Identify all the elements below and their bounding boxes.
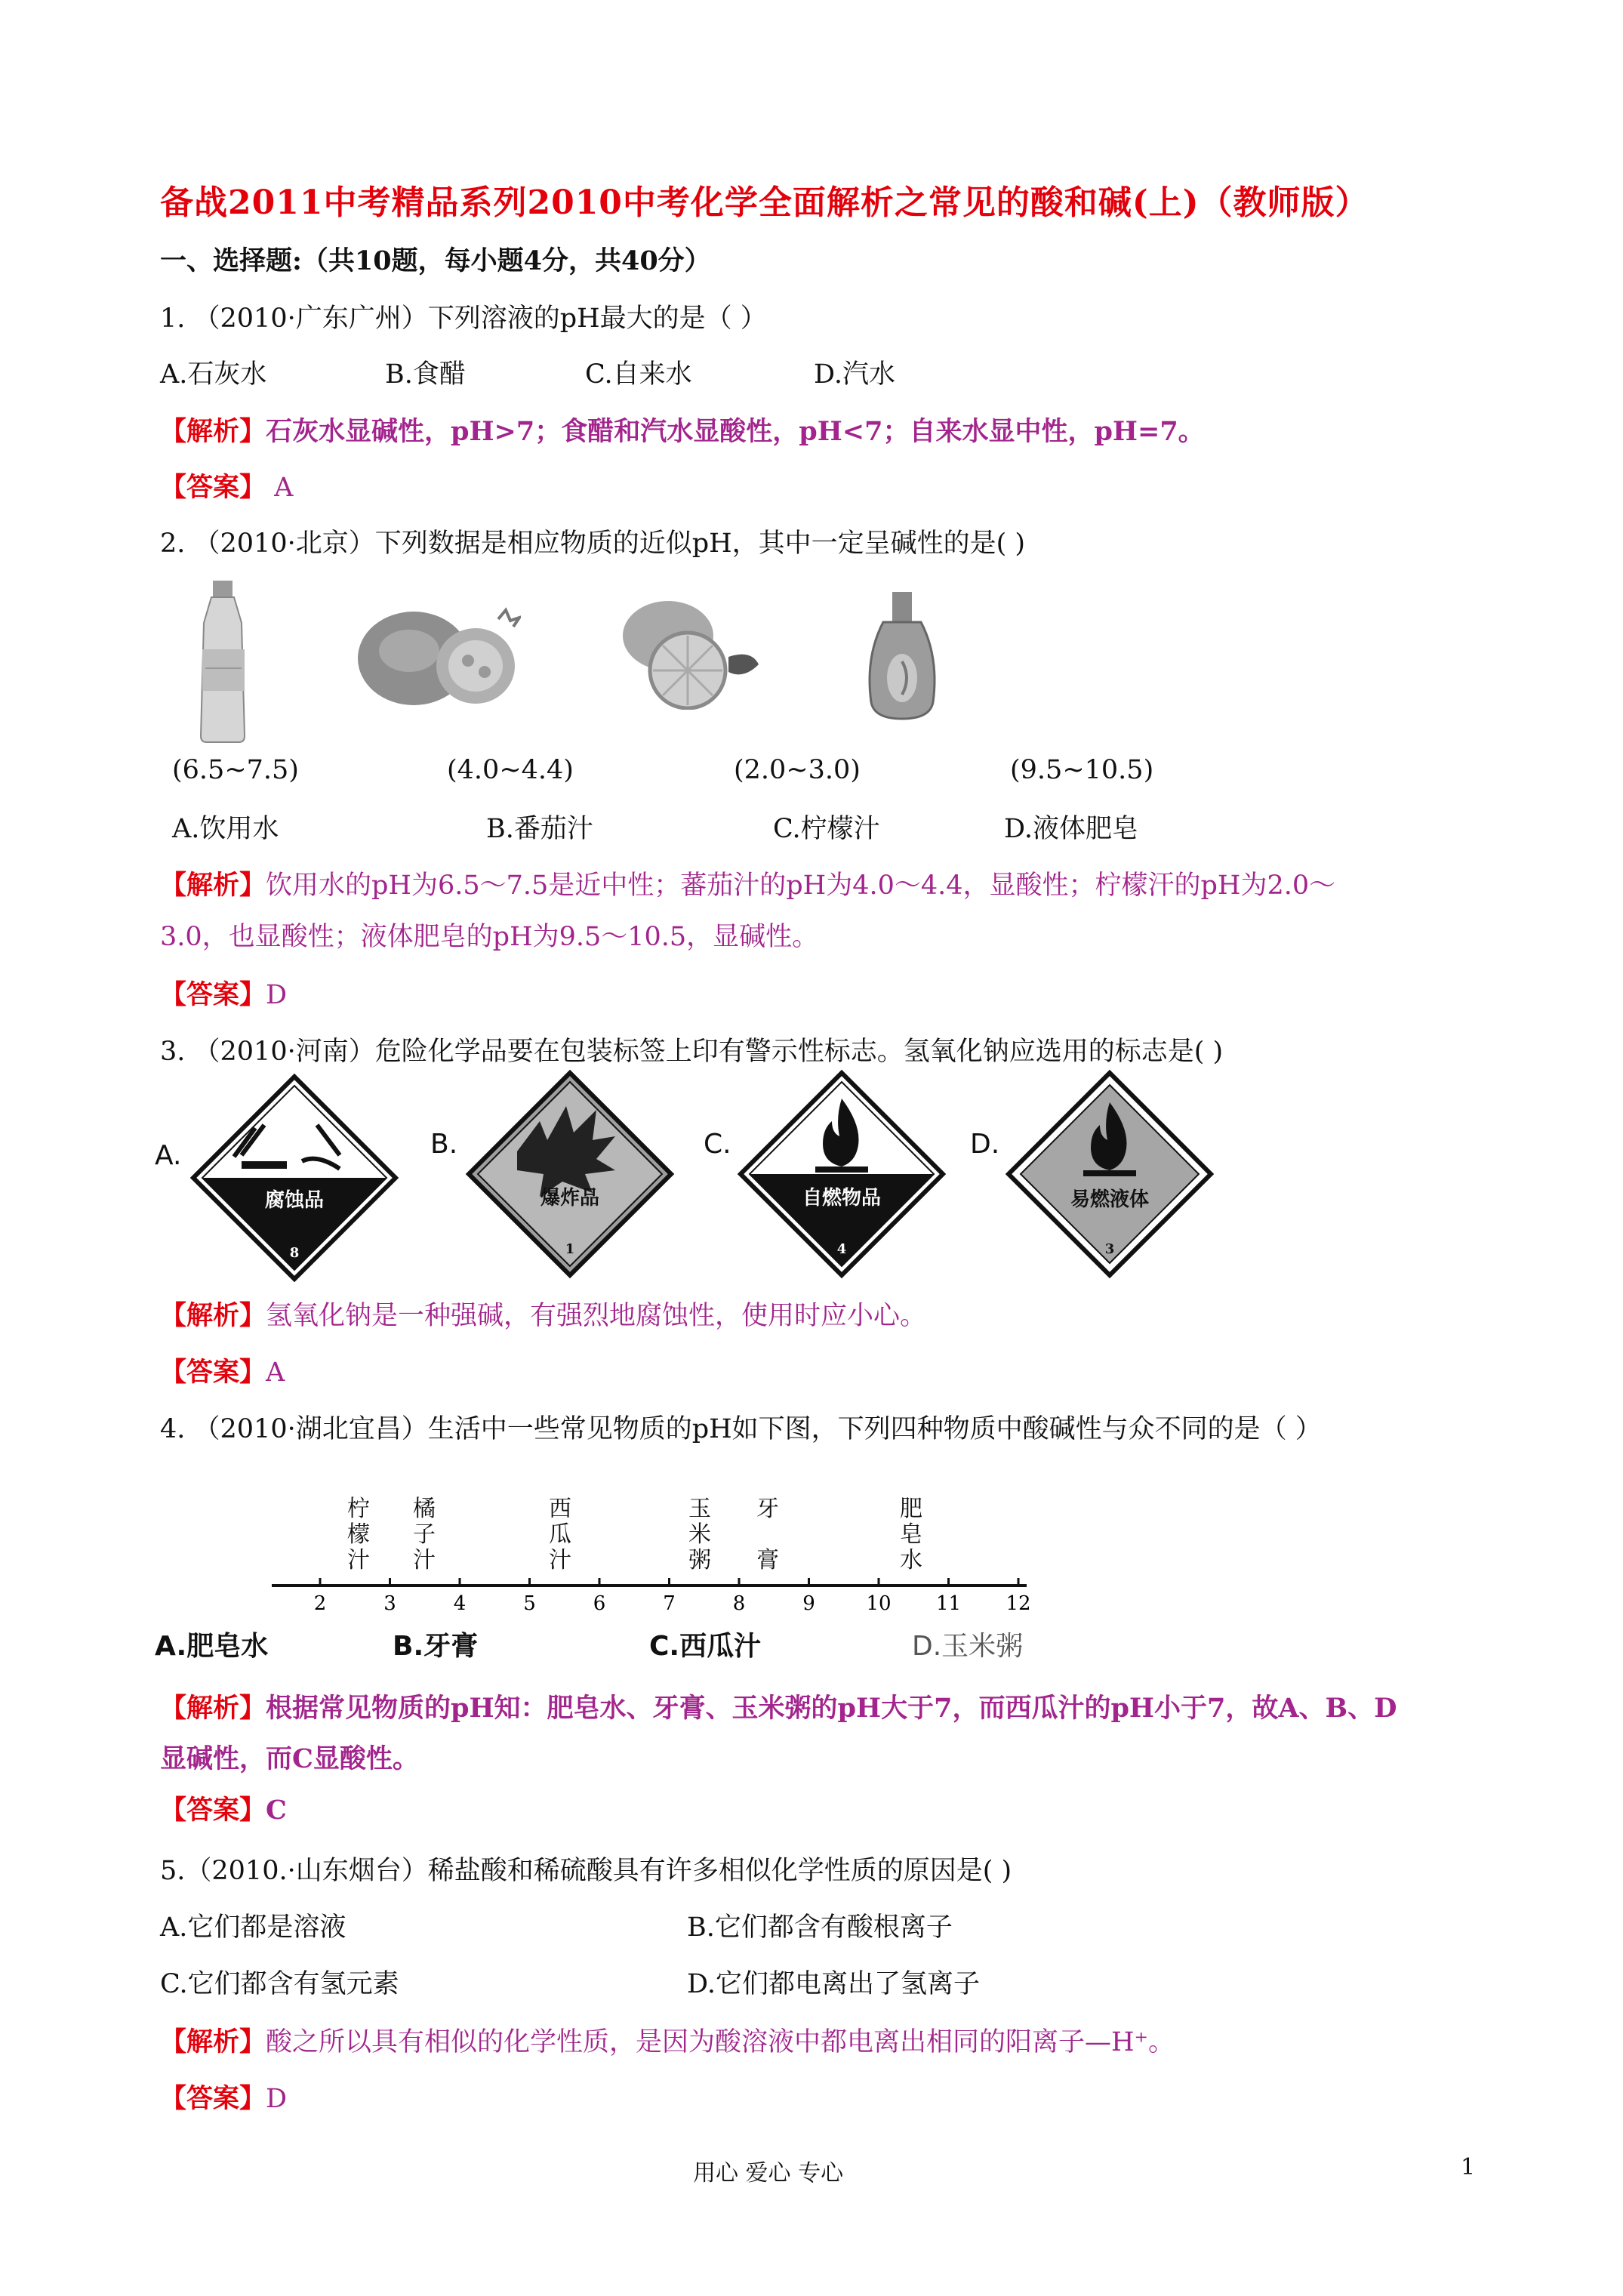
- q5-option-c: C.它们都含有氢元素: [160, 1969, 399, 1999]
- answer-value: C: [266, 1795, 287, 1826]
- ph-tick-label: 7: [663, 1592, 676, 1615]
- sign-letter-d: D.: [970, 1129, 1000, 1160]
- q2-option-a: A.饮用水: [172, 814, 279, 844]
- ph-tick-label: 3: [383, 1592, 396, 1615]
- ph-label-toothpaste: 牙 膏: [756, 1496, 779, 1573]
- tomato-image: [355, 596, 521, 710]
- analysis-tag: 【解析】: [160, 1693, 266, 1724]
- answer-value: D: [266, 2084, 288, 2114]
- sign-letter-b: B.: [430, 1129, 458, 1160]
- q2-analysis-line1: [160, 864, 1335, 902]
- q5-option-b: B.它们都含有酸根离子: [687, 1912, 953, 1943]
- q5-answer: [160, 2078, 287, 2116]
- page-number: 1: [1461, 2154, 1476, 2180]
- ph-tick-label: 11: [935, 1592, 962, 1615]
- analysis-text: 氢氧化钠是一种强碱，有强烈地腐蚀性，使用时应小心。: [266, 1301, 927, 1331]
- q5-option-a: A.它们都是溶液: [160, 1912, 346, 1943]
- corrosive-sign: [189, 1072, 400, 1284]
- q4-option-a: A.肥皂水: [155, 1631, 269, 1662]
- q1-option-d: D.汽水: [814, 359, 895, 390]
- sign-number: 3: [1104, 1241, 1115, 1257]
- section-heading: 一、选择题:（共10题，每小题4分，共40分）: [160, 245, 711, 276]
- sign-label: 易燃液体: [1070, 1188, 1150, 1211]
- ph-tick-label: 10: [866, 1592, 892, 1615]
- q4-stem: 4. （2010·湖北宜昌）生活中一些常见物质的pH如下图，下列四种物质中酸碱性与众不同的是（ ）: [160, 1414, 1322, 1444]
- q2-stem: 2. （2010·北京）下列数据是相应物质的近似pH，其中一定呈碱性的是( ): [160, 529, 1026, 559]
- q2-ph-d: (9.5~10.5): [1010, 755, 1154, 785]
- q2-ph-a: (6.5~7.5): [172, 755, 299, 785]
- ph-label-soap-water: 肥 皂 水: [900, 1496, 922, 1573]
- sign-label: 爆炸品: [540, 1187, 600, 1210]
- analysis-tag: 【解析】: [160, 416, 266, 447]
- q2-option-b: B.番茄汁: [486, 814, 593, 844]
- page-title: 备战2011中考精品系列2010中考化学全面解析之常见的酸和碱(上)（教师版）: [160, 183, 1369, 222]
- sign-number: 8: [289, 1245, 300, 1261]
- sign-letter-a: A.: [155, 1140, 182, 1171]
- ph-tick-label: 5: [523, 1592, 536, 1615]
- q3-stem: 3. （2010·河南）危险化学品要在包装标签上印有警示性标志。氢氧化钠应选用的标志是( ): [160, 1037, 1224, 1067]
- ph-tick-label: 8: [732, 1592, 746, 1615]
- liquid-soap-image: [861, 589, 944, 725]
- q3-analysis: [160, 1295, 926, 1333]
- ph-scale-axis: [272, 1578, 1042, 1631]
- q3-answer: [160, 1351, 285, 1389]
- q4-analysis-line1: [160, 1687, 1397, 1725]
- q4-option-b: B.牙膏: [393, 1631, 479, 1662]
- flammable-liquid-sign: [1004, 1068, 1215, 1280]
- answer-tag: 【答案】: [160, 1357, 266, 1388]
- answer-tag: 【答案】: [160, 2083, 266, 2114]
- answer-value: A: [266, 1358, 285, 1388]
- sign-number: 4: [836, 1241, 847, 1257]
- analysis-text: 根据常见物质的pH知：肥皂水、牙膏、玉米粥的pH大于7，而西瓜汁的pH小于7，故A、B、D: [266, 1693, 1397, 1724]
- q5-analysis: [160, 2021, 1175, 2059]
- spontaneous-combustion-sign: [736, 1068, 947, 1280]
- sign-label: 腐蚀品: [264, 1189, 325, 1212]
- q1-option-a: A.石灰水: [160, 359, 267, 390]
- analysis-tag: 【解析】: [160, 2026, 266, 2057]
- ph-tick-label: 2: [313, 1592, 327, 1615]
- q2-ph-c: (2.0~3.0): [734, 755, 861, 785]
- analysis-text: 饮用水的pH为6.5～7.5是近中性；蕃茄汁的pH为4.0～4.4，显酸性；柠檬汗的pH为2.0～: [266, 871, 1336, 901]
- ph-tick-label: 12: [1006, 1592, 1031, 1615]
- q1-stem: 1. （2010·广东广州）下列溶液的pH最大的是（ ）: [160, 304, 767, 334]
- q2-ph-b: (4.0~4.4): [447, 755, 574, 785]
- water-bottle-image: [189, 578, 257, 744]
- explosive-sign: [464, 1068, 676, 1280]
- q4-option-d: D.玉米粥: [912, 1631, 1024, 1662]
- analysis-tag: 【解析】: [160, 1300, 266, 1331]
- ph-label-orange: 橘 子 汁: [413, 1496, 436, 1573]
- footer-motto: 用心 爱心 专心: [693, 2160, 844, 2187]
- lemon-image: [615, 596, 766, 710]
- q2-answer: [160, 974, 287, 1012]
- answer-value: A: [274, 473, 294, 503]
- answer-tag: 【答案】: [160, 979, 266, 1010]
- answer-tag: 【答案】: [160, 472, 266, 503]
- ph-tick-label: 9: [802, 1592, 815, 1615]
- q1-answer: [160, 467, 293, 504]
- q4-analysis-line2: 显碱性，而C显酸性。: [160, 1743, 419, 1774]
- sign-number: 1: [565, 1241, 575, 1257]
- ph-label-watermelon: 西 瓜 汁: [549, 1496, 571, 1573]
- q5-option-d: D.它们都电离出了氢离子: [687, 1969, 980, 1999]
- ph-tick-label: 6: [593, 1592, 606, 1615]
- analysis-text: 石灰水显碱性，pH>7；食醋和汽水显酸性，pH<7；自来水显中性，pH=7。: [266, 416, 1205, 447]
- q4-answer: [160, 1789, 287, 1827]
- q5-stem: 5.（2010.·山东烟台）稀盐酸和稀硫酸具有许多相似化学性质的原因是( ): [160, 1856, 1012, 1886]
- analysis-tag: 【解析】: [160, 870, 266, 901]
- q1-option-c: C.自来水: [585, 359, 692, 390]
- ph-label-corn-porridge: 玉 米 粥: [688, 1496, 711, 1573]
- q4-option-c: C.西瓜汁: [649, 1631, 762, 1662]
- q2-analysis-line2: 3.0，也显酸性；液体肥皂的pH为9.5～10.5，显碱性。: [160, 922, 819, 952]
- sign-letter-c: C.: [704, 1129, 731, 1160]
- analysis-text: 酸之所以具有相似的化学性质，是因为酸溶液中都电离出相同的阳离子—H⁺。: [266, 2027, 1175, 2057]
- sign-label: 自燃物品: [802, 1187, 882, 1210]
- answer-value: D: [266, 980, 288, 1010]
- ph-tick-label: 4: [453, 1592, 467, 1615]
- q1-analysis: [160, 411, 1205, 448]
- q1-option-b: B.食醋: [385, 359, 466, 390]
- ph-label-lemon: 柠 檬 汁: [347, 1496, 370, 1573]
- q2-option-c: C.柠檬汁: [773, 814, 880, 844]
- answer-tag: 【答案】: [160, 1795, 266, 1826]
- q2-option-d: D.液体肥皂: [1004, 814, 1138, 844]
